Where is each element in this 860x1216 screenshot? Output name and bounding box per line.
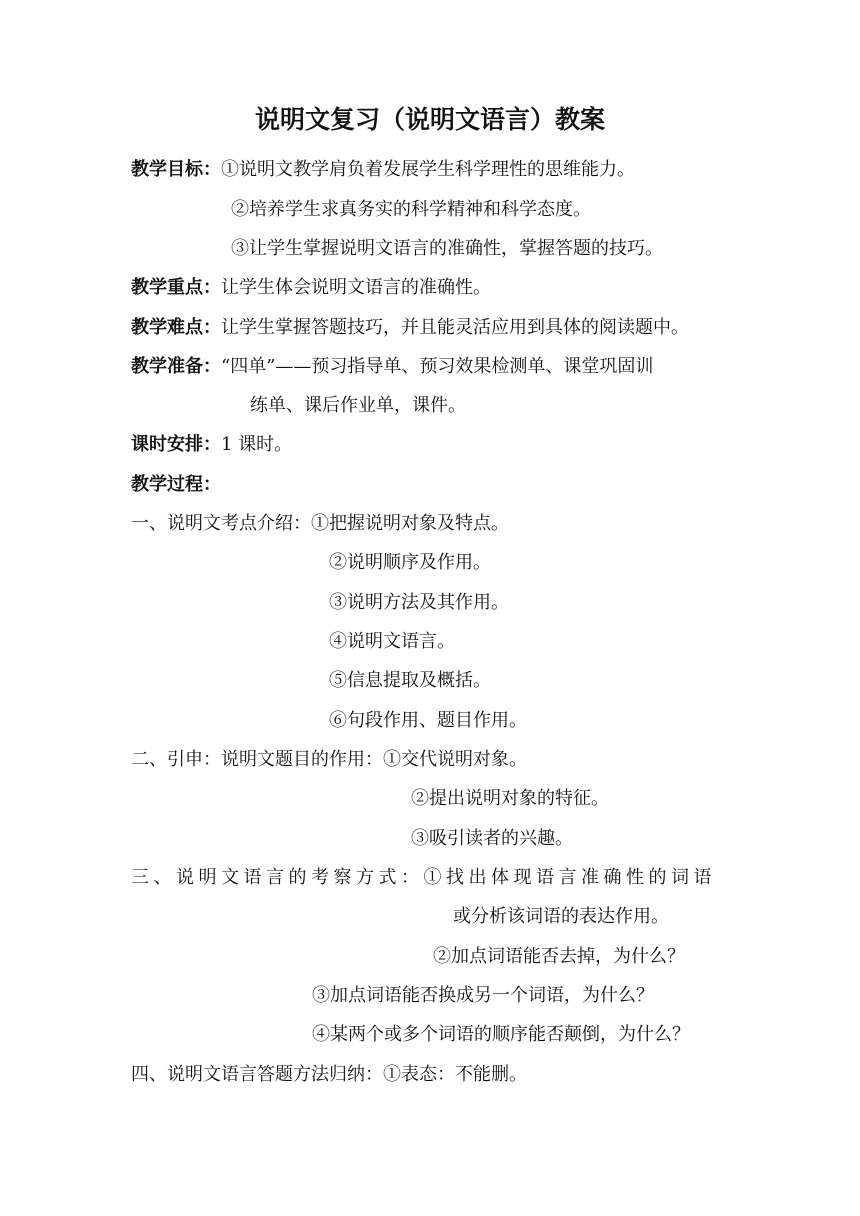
section4-row <box>131 1062 527 1088</box>
section4-item: ①表态：不能删。 <box>383 1064 527 1085</box>
goal-item: ③让学生掌握说明文语言的准确性，掌握答题的技巧。 <box>231 238 663 259</box>
difficulty-text: 让学生掌握答题技巧，并且能灵活应用到具体的阅读题中。 <box>221 317 689 338</box>
section3-item: ④某两个或多个词语的顺序能否颠倒，为什么？ <box>312 1024 690 1045</box>
section1-item: ①把握说明对象及特点。 <box>311 513 509 534</box>
goal-item: ①说明文教学肩负着发展学生科学理性的思维能力。 <box>221 159 635 180</box>
section3-item: ③加点词语能否换成另一个词语，为什么？ <box>312 985 654 1006</box>
section3-item: ②加点词语能否去掉，为什么？ <box>433 946 685 967</box>
preparation-text: “四单”——预习指导单、预习效果检测单、课堂巩固训 <box>221 356 654 377</box>
section1-item: ②说明顺序及作用。 <box>329 552 491 573</box>
section1-item: ⑤信息提取及概括。 <box>329 670 491 691</box>
section4-heading: 四、说明文语言答题方法归纳： <box>131 1064 383 1085</box>
section3-item: 或分析该词语的表达作用。 <box>453 906 669 927</box>
section2-item: ②提出说明对象的特征。 <box>411 788 609 809</box>
goals-row <box>131 157 635 183</box>
section2-heading: 二、引申：说明文题目的作用： <box>131 749 383 770</box>
section1-item: ④说明文语言。 <box>329 631 455 652</box>
focus-text: 让学生体会说明文语言的准确性。 <box>221 277 491 298</box>
section3-item: ①找出体现语言准确性的词语 <box>423 867 716 888</box>
section1-row <box>131 511 509 537</box>
schedule-label: 课时安排： <box>131 434 221 455</box>
section2-item: ①交代说明对象。 <box>383 749 527 770</box>
section3-heading: 三、说明文语言的考察方式： <box>131 867 424 888</box>
document-title: 说明文复习（说明文语言）教案 <box>254 105 605 134</box>
section2-item: ③吸引读者的兴趣。 <box>411 828 573 849</box>
goal-item: ②培养学生求真务实的科学精神和科学态度。 <box>231 199 591 220</box>
focus-row <box>131 275 491 301</box>
preparation-label: 教学准备： <box>131 356 221 377</box>
preparation-text: 练单、课后作业单，课件。 <box>250 395 466 416</box>
section3-row <box>131 865 716 891</box>
difficulty-row <box>131 315 689 341</box>
difficulty-label: 教学难点： <box>131 317 221 338</box>
process-label: 教学过程： <box>131 474 221 495</box>
section1-item: ③说明方法及其作用。 <box>329 592 509 613</box>
schedule-row <box>131 432 292 458</box>
preparation-row <box>131 354 653 380</box>
section2-row <box>131 747 527 773</box>
section1-item: ⑥句段作用、题目作用。 <box>329 710 527 731</box>
goals-label: 教学目标： <box>131 159 221 180</box>
schedule-text: 1 课时。 <box>221 434 293 455</box>
section1-heading: 一、说明文考点介绍： <box>131 513 311 534</box>
focus-label: 教学重点： <box>131 277 221 298</box>
